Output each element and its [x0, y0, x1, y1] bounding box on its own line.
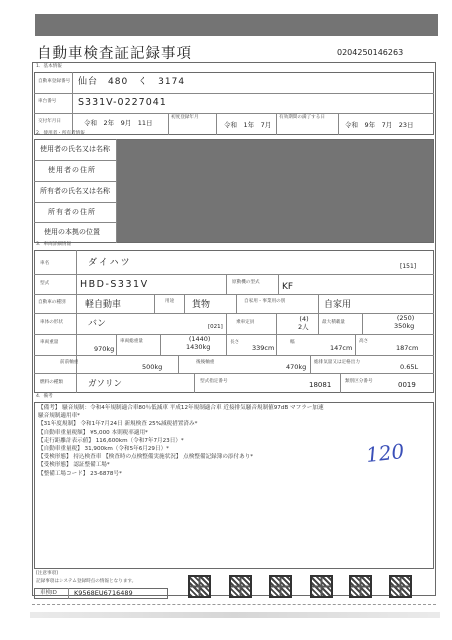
gross-weight-value: (1440) 1430kg — [186, 335, 211, 352]
type-number-label: 型式指定番号 — [200, 379, 228, 384]
length-label: 長さ — [230, 340, 240, 345]
maker-label: 車名 — [40, 261, 50, 266]
qr-code-2 — [229, 575, 252, 598]
section3-heading: 3．車両詳細情報 — [36, 242, 72, 247]
section1-heading: 1．基本情報 — [36, 64, 62, 69]
registration-label: 自動車登録番号 — [38, 79, 71, 84]
qr-code-6 — [389, 575, 412, 598]
remarks-line: 【31年度規制】 令和1年7月24日 新規検査 25%減税措置済み* — [38, 421, 198, 428]
redaction-bar-top — [35, 14, 438, 36]
gross-weight-label: 車両総重量 — [120, 339, 143, 344]
qr-code-4 — [310, 575, 333, 598]
model-value: HBD-S331V — [80, 279, 149, 290]
issue-date-label: 交付年月日 — [38, 119, 61, 124]
maker-code: [151] — [400, 263, 417, 270]
remarks-text — [38, 404, 430, 478]
purpose-label: 自家用・事業用の別 — [244, 299, 286, 304]
qr-code-5 — [349, 575, 372, 598]
purpose-value: 自家用 — [324, 300, 352, 310]
user-address-label: 使用者の住所 — [48, 166, 96, 174]
remarks-line: 【受検形態】 持込検査車 【検査時の点検整備実施状況】 点検整備記録簿の添付あり* — [38, 454, 254, 461]
rear-axle-value: 470kg — [286, 363, 307, 371]
remarks-line: 【備考】 騒音規制：令和4年規制適合車80％低減車 平成12年規制適合車 近接排気騒音規制値97dB マフラー加速 — [38, 405, 324, 411]
width-label: 幅 — [290, 340, 295, 345]
capacity-label: 乗車定員 — [236, 320, 255, 325]
remarks-line: 【自動車重量税額】 ¥5,000 本則税率適用* — [38, 429, 148, 436]
remarks-line: 騒音規制適用車* — [38, 413, 80, 420]
base-location-label: 使用の本拠の位置 — [44, 228, 100, 236]
expiry-value: 令和 9年 7月 23日 — [345, 121, 414, 129]
remarks-line: 【走行距離計表示値】 116,600km（令和7年7月23日）* — [38, 437, 184, 444]
chassis-value: S331V-0227041 — [78, 97, 167, 108]
vehicle-id-label: 車検ID — [40, 590, 57, 596]
displacement-value: 0.65L — [400, 363, 419, 371]
maker-value: ダイハツ — [88, 258, 132, 268]
section2-heading: 2．使用者・所有者情報 — [36, 131, 85, 136]
fuel-label: 燃料の種類 — [40, 380, 63, 385]
length-value: 339cm — [252, 344, 275, 352]
notes-heading: [注意事項] — [36, 571, 58, 576]
load-value: (250) 350kg — [394, 314, 415, 331]
vehicle-id-value: K9568EU6716489 — [74, 589, 133, 597]
weight-value: 970kg — [94, 345, 115, 353]
model-label: 型式 — [40, 281, 50, 286]
height-label: 高さ — [359, 339, 369, 344]
section4-heading: 4．備考 — [36, 394, 53, 399]
use-label: 用途 — [165, 299, 175, 304]
body-label: 車体の形状 — [40, 320, 63, 325]
first-registration-label: 初度登録年月 — [171, 115, 199, 120]
issue-date-value: 令和 2年 9月 11日 — [84, 119, 153, 127]
first-registration-value: 令和 1年 7月 — [224, 121, 272, 129]
weight-label: 車両重量 — [40, 340, 59, 345]
use-value: 貨物 — [192, 300, 211, 310]
height-value: 187cm — [396, 344, 419, 352]
body-code: [021] — [208, 324, 223, 330]
kind-label: 自動車の種別 — [38, 300, 66, 305]
engine-label: 原動機の型式 — [232, 280, 260, 285]
owner-address-label: 所有者の住所 — [48, 208, 96, 216]
category-label: 類別区分番号 — [345, 379, 373, 384]
qr-code-1 — [188, 575, 211, 598]
document-number: 0204250146263 — [337, 48, 404, 57]
front-axle-label: 前前軸重 — [60, 360, 79, 365]
remarks-line: 【自動車重量税】 31,900km（令和5年6月29日）* — [38, 446, 169, 453]
registration-value: 仙台 480 く 3174 — [78, 77, 186, 87]
body-value: バン — [88, 319, 107, 329]
remarks-line: 【整備工場コード】 23-6878号* — [38, 470, 122, 477]
load-label: 最大積載量 — [322, 320, 345, 325]
engine-value: KF — [282, 282, 294, 292]
kind-value: 軽自動車 — [85, 300, 122, 310]
user-name-label: 使用者の氏名又は名称 — [40, 145, 110, 153]
capacity-value: (4) 2人 — [298, 315, 309, 332]
expiry-label: 有効期間の満了する日 — [279, 115, 325, 120]
owner-info-redaction — [117, 140, 433, 242]
remarks-line: 【受検形態】 認証整備工場* — [38, 462, 110, 469]
fuel-value: ガソリン — [88, 379, 123, 389]
width-value: 147cm — [330, 344, 353, 352]
displacement-label: 総排気量又は定格出力 — [314, 360, 360, 365]
category-value: 0019 — [398, 381, 416, 389]
owner-name-label: 所有者の氏名又は名称 — [40, 187, 110, 195]
qr-code-3 — [269, 575, 292, 598]
handwritten-number: 120 — [364, 439, 406, 467]
chassis-label: 車台番号 — [38, 99, 57, 104]
bottom-smudge — [30, 612, 440, 618]
front-axle-value: 500kg — [142, 363, 163, 371]
notes-line: 記録事項はシステム登録時点の情報となります。 — [36, 579, 137, 584]
document-title: 自動車検査証記録事項 — [37, 46, 192, 62]
rear-axle-label: 後後軸重 — [196, 360, 215, 365]
type-number-value: 18081 — [309, 381, 332, 389]
